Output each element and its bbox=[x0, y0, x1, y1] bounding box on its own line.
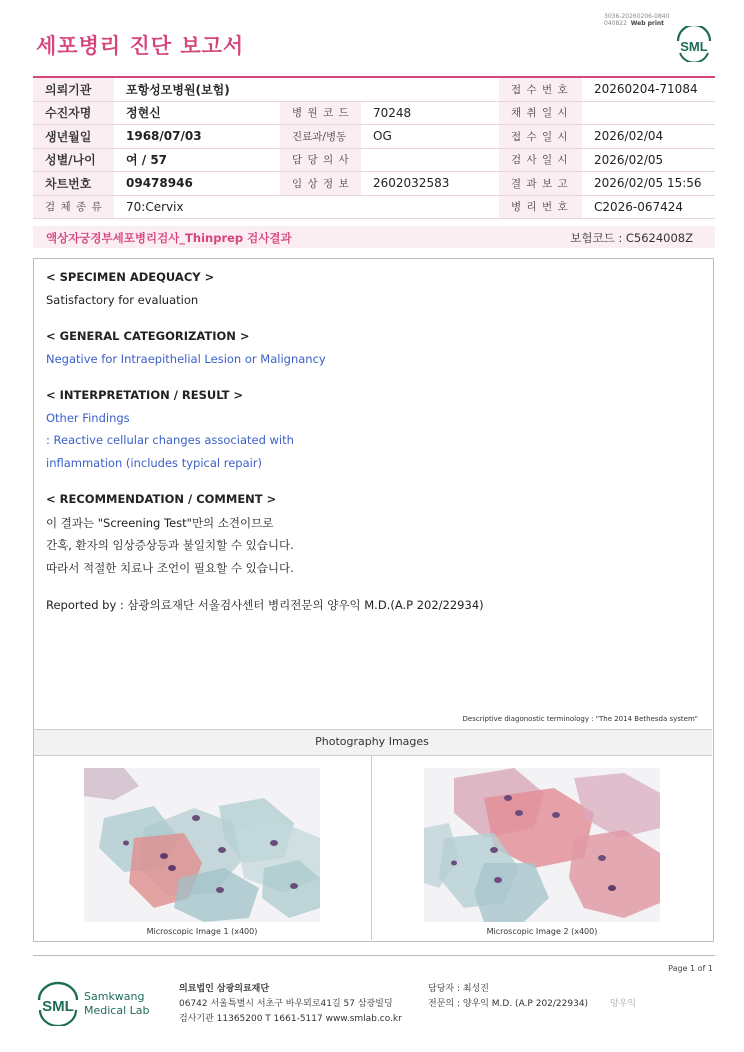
hospital-code-label: 병 원 코 드 bbox=[280, 101, 361, 125]
table-row bbox=[33, 172, 715, 196]
report-date-label: 결 과 보 고 bbox=[499, 172, 582, 196]
table-row bbox=[33, 195, 715, 219]
receipt-no: 20260204-71084 bbox=[582, 77, 715, 101]
category-heading: < GENERAL CATEGORIZATION > bbox=[46, 329, 250, 343]
terminology-note: Descriptive diagonostic terminology : "The 2014 Bethesda system" bbox=[462, 715, 698, 723]
pathology-no-label: 병 리 번 호 bbox=[499, 195, 582, 219]
clinical-info-label: 임 상 정 보 bbox=[280, 172, 361, 196]
foundation-name: 의료법인 삼광의료재단 bbox=[179, 984, 270, 994]
receipt-no-label: 접 수 번 호 bbox=[499, 77, 582, 101]
dept-label: 진료과/병동 bbox=[280, 125, 361, 149]
table-row bbox=[33, 125, 715, 149]
caption-2: Microscopic Image 2 (x400) bbox=[486, 927, 598, 936]
table-row bbox=[33, 77, 715, 101]
print-id bbox=[604, 13, 669, 27]
svg-text:SML: SML bbox=[680, 39, 708, 54]
category-text: Negative for Intraepithelial Lesion or Malignancy bbox=[46, 352, 326, 366]
exam-date: 2026/02/05 bbox=[582, 148, 715, 172]
test-name: 액상자궁경부세포병리검사_Thinprep 검사결과 bbox=[46, 231, 292, 245]
doctor-label: 담 당 의 사 bbox=[280, 148, 361, 172]
dept: OG bbox=[361, 125, 499, 149]
comment-line2: 간혹, 환자의 임상증상등과 불일치할 수 있습니다. bbox=[46, 538, 294, 552]
photo-divider bbox=[371, 755, 372, 940]
patient-info-table bbox=[33, 76, 715, 219]
caption-1: Microscopic Image 1 (x400) bbox=[146, 927, 258, 936]
patient-name: 정현신 bbox=[114, 101, 280, 125]
table-row bbox=[33, 101, 715, 125]
receipt-date: 2026/02/04 bbox=[582, 125, 715, 149]
insurance-code: 보험코드 : C5624008Z bbox=[570, 231, 693, 245]
footer-divider bbox=[33, 955, 715, 956]
micro-image-1-graphic bbox=[84, 768, 320, 922]
receipt-date-label: 접 수 일 시 bbox=[499, 125, 582, 149]
reported-by: Reported by : 삼광의료재단 서울검사센터 병리전문의 양우익 M.D.(A.P 202/22934) bbox=[46, 598, 484, 612]
footer-specialist: 전문의 : 양우익 M.D. (A.P 202/22934) bbox=[428, 999, 589, 1009]
comment-heading: < RECOMMENDATION / COMMENT > bbox=[46, 492, 277, 506]
specimen-label: 검 체 종 류 bbox=[33, 195, 114, 219]
comment-line1: 이 결과는 "Screening Test"만의 소견이므로 bbox=[46, 516, 274, 530]
svg-text:Samkwang: Samkwang bbox=[84, 990, 145, 1003]
pathology-no: C2026-067424 bbox=[582, 195, 715, 219]
footer-address: 06742 서울특별시 서초구 바우뫼로41길 57 삼광빌딩 bbox=[179, 999, 393, 1009]
birth-date: 1968/07/03 bbox=[114, 125, 280, 149]
requesting-org-label: 의뢰기관 bbox=[33, 77, 114, 101]
interpretation-line2: : Reactive cellular changes associated with bbox=[46, 433, 294, 447]
patient-name-label: 수진자명 bbox=[33, 101, 114, 125]
microscopic-image-1 bbox=[84, 768, 320, 922]
microscopic-image-2 bbox=[424, 768, 660, 922]
collection-date-label: 채 취 일 시 bbox=[499, 101, 582, 125]
print-id-line2: 040822 Web print bbox=[604, 20, 665, 27]
report-date: 2026/02/05 15:56 bbox=[582, 172, 715, 196]
interpretation-line3: inflammation (includes typical repair) bbox=[46, 456, 263, 470]
interpretation-line1: Other Findings bbox=[46, 411, 130, 425]
hospital-code: 70248 bbox=[361, 101, 499, 125]
footer-staff: 담당자 : 최성진 bbox=[428, 984, 489, 994]
signature: 양우익 bbox=[610, 999, 637, 1009]
sex-age-label: 성별/나이 bbox=[33, 148, 114, 172]
page-number: Page 1 of 1 bbox=[668, 964, 713, 973]
clinical-info: 2602032583 bbox=[361, 172, 499, 196]
photo-title: Photography Images bbox=[315, 735, 429, 748]
birth-label: 생년월일 bbox=[33, 125, 114, 149]
print-id-line1: 3036-20260206-0840 bbox=[604, 13, 670, 20]
svg-text:Medical Lab: Medical Lab bbox=[84, 1004, 150, 1017]
exam-date-label: 검 사 일 시 bbox=[499, 148, 582, 172]
specimen: 70:Cervix bbox=[114, 195, 499, 219]
micro-image-2-graphic bbox=[424, 768, 660, 922]
chart-no: 09478946 bbox=[114, 172, 280, 196]
interpretation-heading: < INTERPRETATION / RESULT > bbox=[46, 388, 244, 402]
adequacy-heading: < SPECIMEN ADEQUACY > bbox=[46, 270, 215, 284]
chart-no-label: 차트번호 bbox=[33, 172, 114, 196]
sml-logo-icon bbox=[672, 26, 716, 62]
requesting-org: 포항성모병원(보험) bbox=[114, 77, 499, 101]
adequacy-text: Satisfactory for evaluation bbox=[46, 293, 199, 307]
sex-age: 여 / 57 bbox=[114, 148, 280, 172]
collection-date bbox=[582, 101, 715, 125]
samkwang-logo-icon bbox=[36, 980, 156, 1026]
page-title: 세포병리 진단 보고서 bbox=[36, 34, 245, 58]
table-row bbox=[33, 148, 715, 172]
doctor bbox=[361, 148, 499, 172]
footer-contact: 검사기관 11365200 T 1661-5117 www.smlab.co.kr bbox=[179, 1014, 402, 1024]
comment-line3: 따라서 적절한 치료나 조언이 필요할 수 있습니다. bbox=[46, 561, 294, 575]
svg-text:SML: SML bbox=[42, 998, 74, 1015]
